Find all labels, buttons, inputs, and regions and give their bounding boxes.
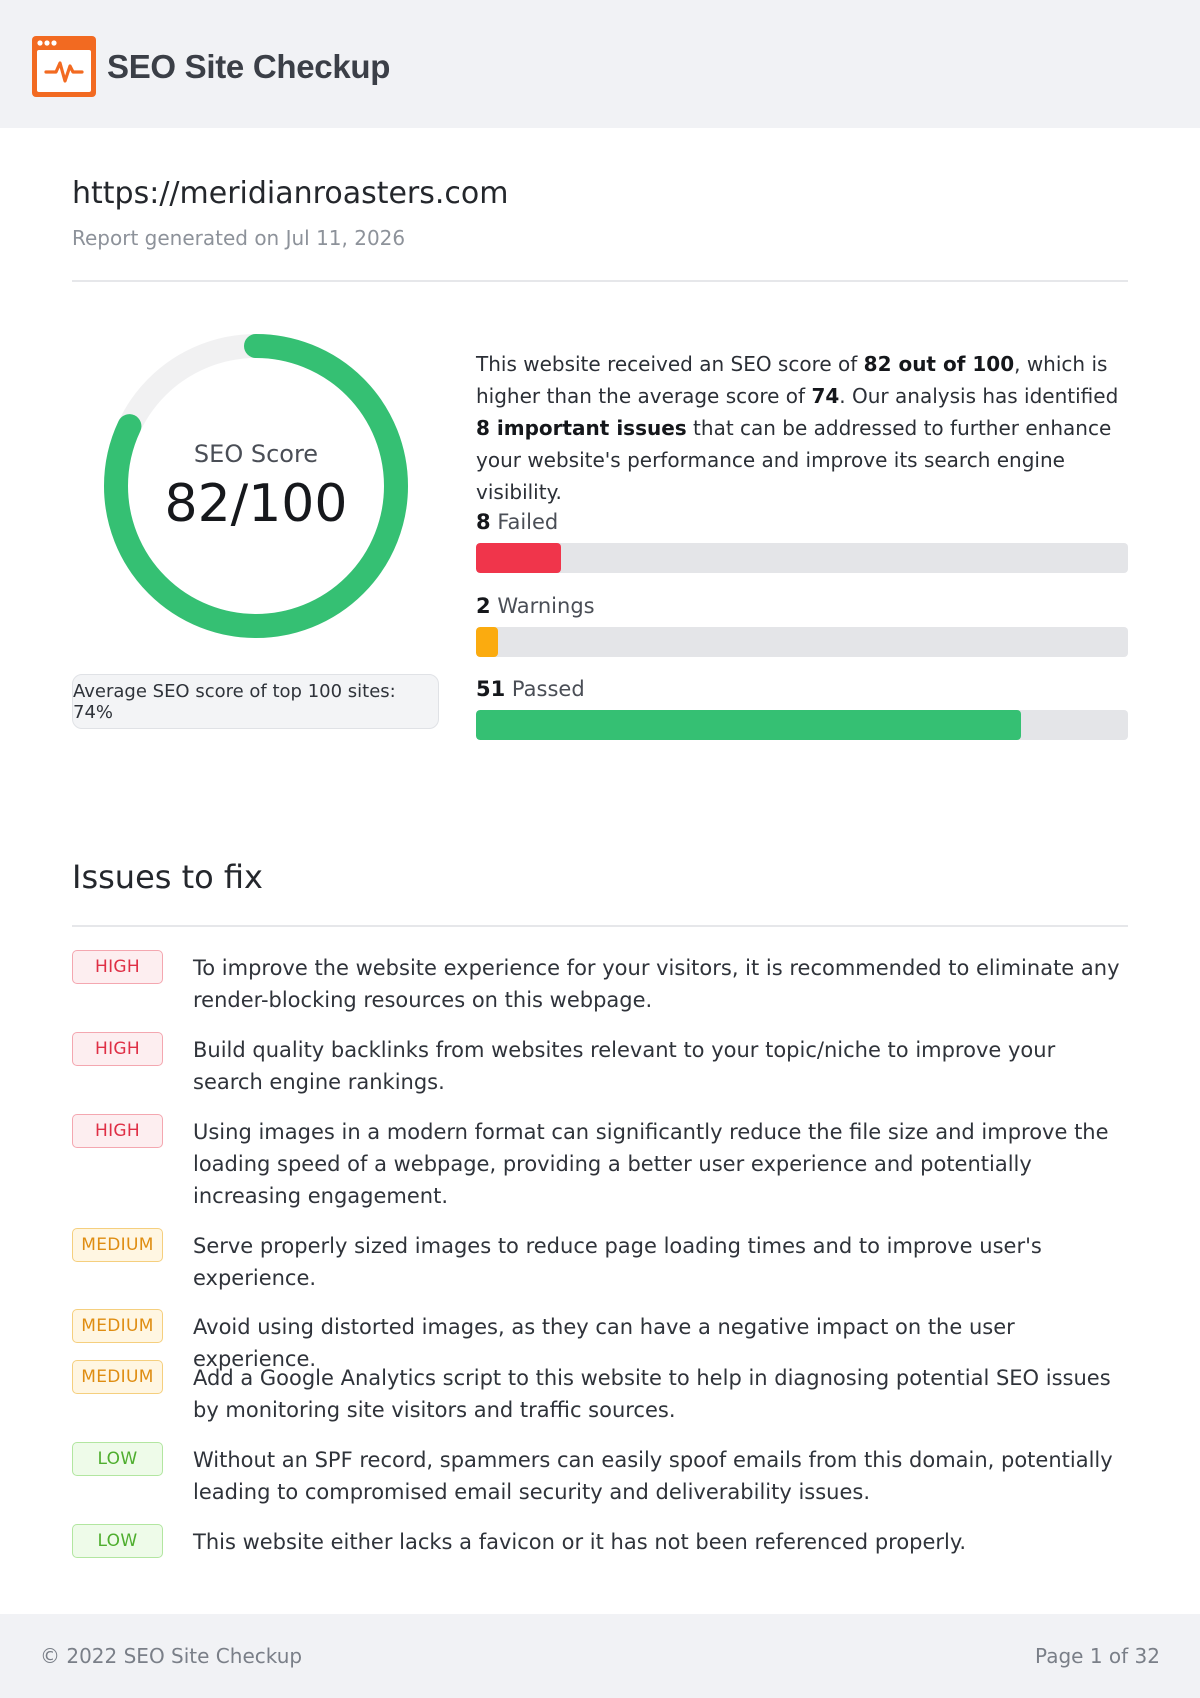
passed-label: 51 Passed	[476, 677, 585, 701]
gauge-value: 82/100	[164, 474, 348, 534]
warnings-bar	[476, 627, 1128, 657]
summary-issues: 8 important issues	[476, 416, 687, 440]
footer	[0, 1614, 1200, 1698]
pulse-window-icon	[32, 36, 96, 97]
warnings-label: 2 Warnings	[476, 594, 595, 618]
severity-badge: LOW	[72, 1524, 163, 1558]
severity-badge: MEDIUM	[72, 1360, 163, 1394]
summary-score: 82 out of 100	[863, 352, 1015, 376]
issues-title: Issues to fix	[72, 858, 263, 896]
header-bar	[0, 0, 1200, 128]
brand-name: SEO Site Checkup	[107, 47, 391, 85]
severity-badge: HIGH	[72, 1114, 163, 1148]
severity-badge: MEDIUM	[72, 1228, 163, 1262]
failed-bar-fill	[476, 543, 561, 573]
divider	[72, 280, 1128, 282]
passed-bar-fill	[476, 710, 1021, 740]
average-score-box: Average SEO score of top 100 sites: 74%	[72, 674, 439, 729]
issue-text: This website either lacks a favicon or it has not been referenced properly.	[193, 1530, 966, 1554]
passed-bar	[476, 710, 1128, 740]
score-summary: This website received an SEO score of 82 out of 100, which is higher than the average score of 74. Our analysis has identified 8 important issues that can be addressed to further enhance your website's performance and improve its search engine visibility.	[476, 352, 1119, 504]
issue-text: Build quality backlinks from websites relevant to your topic/niche to improve your search engine rankings.	[193, 1038, 1056, 1094]
issue-text: Using images in a modern format can significantly reduce the file size and improve the loading speed of a webpage, providing a better user experience and potentially increasing engagement.	[193, 1120, 1109, 1208]
issue-text: Add a Google Analytics script to this website to help in diagnosing potential SEO issues by monitoring site visitors and traffic sources.	[193, 1366, 1111, 1422]
issue-text: Avoid using distorted images, as they can have a negative impact on the user experience.	[193, 1315, 1015, 1371]
severity-badge: LOW	[72, 1442, 163, 1476]
issue-text: To improve the website experience for your visitors, it is recommended to eliminate any render-blocking resources on this webpage.	[193, 956, 1120, 1012]
brand[interactable]	[32, 36, 390, 97]
gauge-label: SEO Score	[193, 440, 319, 468]
warnings-bar-fill	[476, 627, 498, 657]
issue-text: Without an SPF record, spammers can easily spoof emails from this domain, potentially leading to compromised email security and deliverability issues.	[193, 1448, 1113, 1504]
report-date: Report generated on Jul 11, 2026	[72, 226, 406, 250]
severity-badge: MEDIUM	[72, 1309, 163, 1343]
severity-badge: HIGH	[72, 950, 163, 984]
severity-badge: HIGH	[72, 1032, 163, 1066]
summary-average: 74	[811, 384, 840, 408]
issues-divider	[72, 925, 1128, 927]
page-number: Page 1 of 32	[1035, 1644, 1160, 1668]
failed-label: 8 Failed	[476, 510, 559, 534]
site-url[interactable]: https://meridianroasters.com	[72, 176, 509, 211]
failed-bar	[476, 543, 1128, 573]
copyright: © 2022 SEO Site Checkup	[40, 1644, 303, 1668]
issue-text: Serve properly sized images to reduce page loading times and to improve user's experience.	[193, 1234, 1042, 1290]
